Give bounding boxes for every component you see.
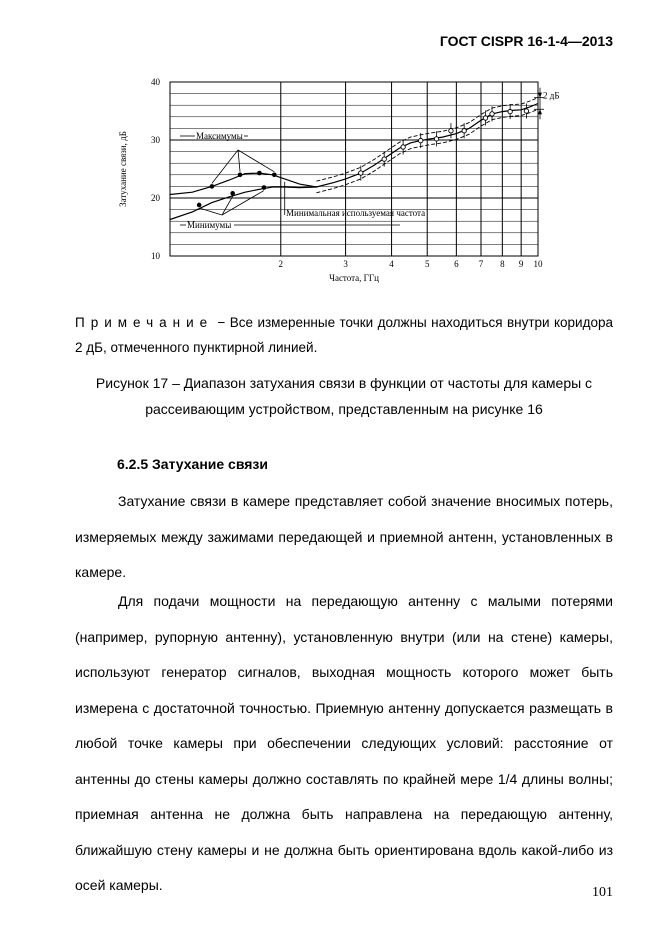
min-frequency-label: Минимальная используемая частота: [286, 208, 426, 218]
x-tick-label: 6: [454, 259, 459, 269]
paragraph-2: Для подачи мощности на передающую антенну с малыми потерями (например, рупорную антенну), установленную внутри (или на стене) камеры, используют генератор сигналов, выходная мощность которого может быть измерена с достаточной точностью. Приемную антенну допускается размещать в любой точке камеры при обеспечении следующих условий: расстояние от антенны до стены камеры должно составлять по крайней мере 1/4 длины волны; приемная антенна не должна быть направлена на передающую антенну, ближайшую стену камеры и не должна быть ориентирована вдоль какой-либо из осей камеры.: [75, 593, 613, 893]
corridor-point: [382, 157, 386, 161]
x-axis-label: Частота, ГГц: [329, 273, 379, 283]
corridor-point: [418, 138, 422, 142]
corridor-arrowhead: [538, 93, 542, 98]
x-tick-label: 4: [389, 259, 394, 269]
x-tick-label: 3: [343, 259, 348, 269]
x-tick-label: 2: [278, 259, 284, 269]
minima-point: [197, 203, 202, 208]
maxima-arrow: [238, 150, 274, 172]
corridor-label: 2 дБ: [543, 90, 560, 101]
y-tick-label: 40: [151, 77, 160, 87]
minima-arrow: [199, 208, 222, 215]
x-tick-label: 7: [478, 259, 484, 269]
maxima-label: Максимумы: [196, 131, 243, 141]
minima-arrow: [222, 191, 264, 215]
x-tick-label: 8: [500, 259, 505, 269]
section-heading: 6.2.5 Затухание связи: [117, 456, 268, 472]
corridor-point: [483, 116, 487, 120]
x-tick-label: 9: [518, 259, 524, 269]
note-dash: −: [213, 315, 230, 330]
series-line-maxima: [170, 173, 316, 194]
corridor-point: [524, 109, 528, 113]
corridor-arrowhead: [538, 109, 542, 114]
minima-point: [262, 185, 267, 190]
minima-point: [230, 191, 235, 196]
figure-note: [75, 310, 613, 360]
corridor-point: [359, 171, 363, 175]
maxima-point: [210, 184, 215, 189]
y-axis-label: Затухание связи, дБ: [118, 131, 128, 207]
minima-label: Минимумы: [187, 220, 232, 230]
corridor-point: [490, 112, 494, 116]
note-prefix: Примечание: [75, 315, 214, 330]
coupling-attenuation-chart: [110, 72, 580, 287]
x-tick-label: 10: [533, 259, 543, 269]
maxima-point: [238, 173, 243, 178]
maxima-point: [257, 171, 262, 176]
corridor-point: [434, 137, 438, 141]
corridor-point: [401, 145, 405, 149]
y-tick-label: 30: [151, 135, 160, 145]
maxima-arrow: [238, 150, 240, 172]
maxima-point: [272, 173, 277, 178]
corridor-point: [449, 129, 453, 133]
y-tick-label: 20: [151, 193, 160, 203]
paragraph-1: Затухание связи в камере представляет собой значение вносимых потерь, измеряемых между зажимами передающей и приемной антенн, установленных в камере.: [75, 493, 613, 580]
x-tick-label: 5: [424, 259, 430, 269]
corridor-point: [462, 129, 466, 133]
corridor-point: [508, 109, 512, 113]
page-number: 101: [592, 885, 613, 900]
figure-caption: Рисунок 17 – Диапазон затухания связи в функции от частоты для камеры с рассеивающим устройством, представленным на рисунке 16: [95, 375, 593, 417]
note-text: Все измеренные точки должны находиться внутри коридора 2 дБ, отмеченного пунктирной линией.: [75, 315, 613, 355]
y-tick-label: 10: [151, 251, 160, 261]
document-header: ГОСТ CISPR 16-1-4—2013: [439, 33, 613, 49]
